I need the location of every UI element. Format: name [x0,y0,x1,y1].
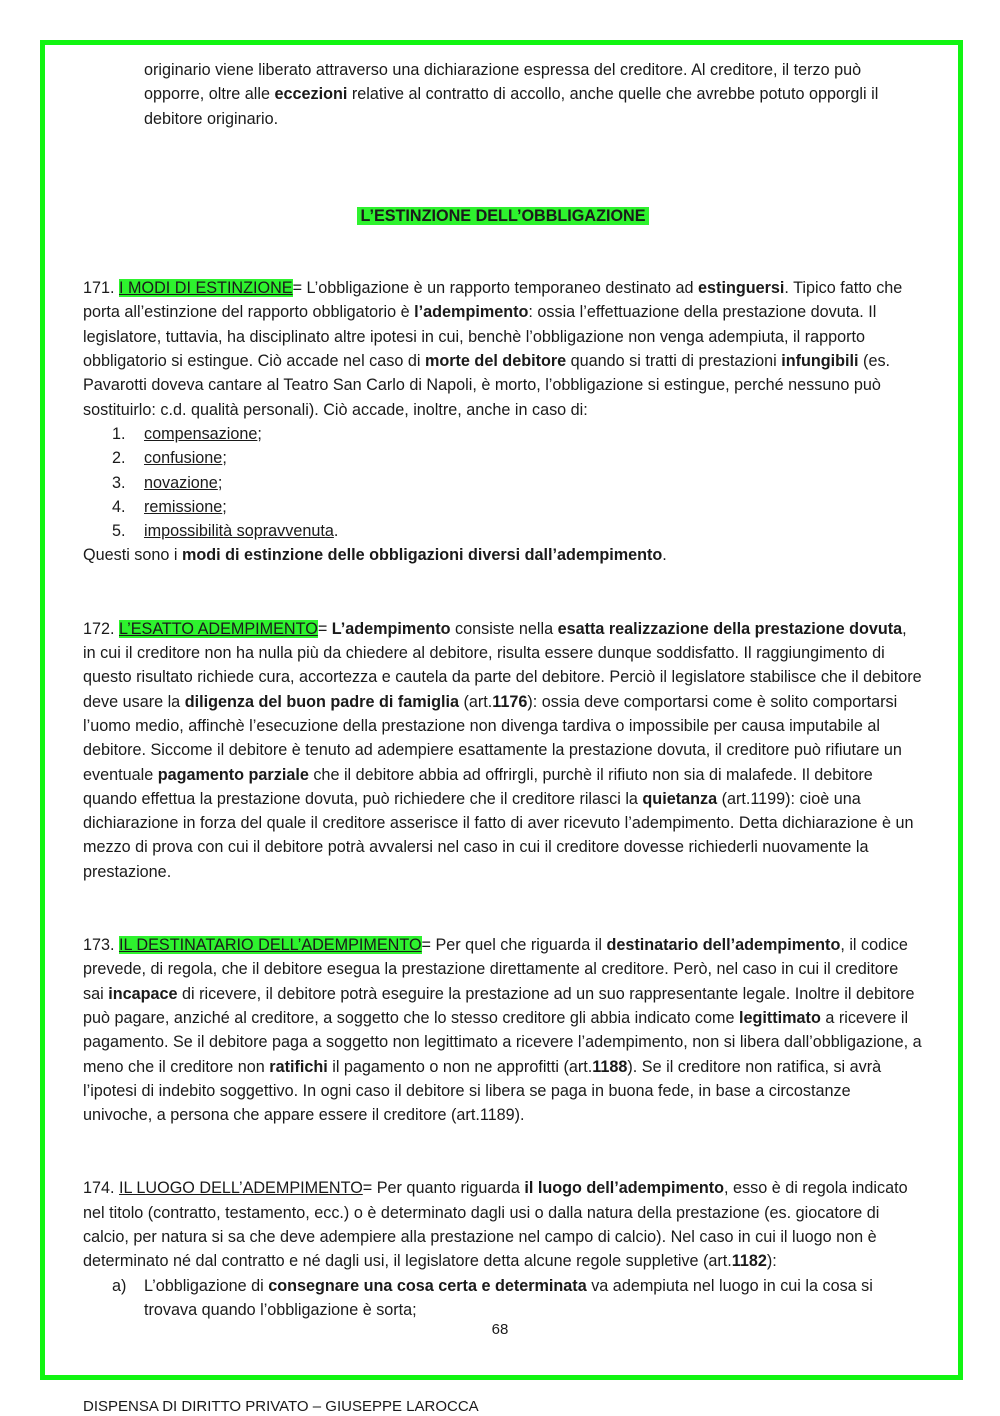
bold-term: incapace [108,984,178,1003]
paragraph-accollo [83,58,923,131]
text-run: che il debitore abbia ad offrirgli, purchè il rifiuto non sia di malafede. Il debitore quando effettua la prestazione dovuta, può richiedere che il creditore rilasci la [83,765,873,808]
text-run: (art. [459,692,493,711]
bold-term: 1176 [492,692,528,711]
bold-term: pagamento parziale [157,765,309,784]
bold-term: L’adempimento [331,619,451,638]
list-punct: . [333,522,339,541]
bold-term: l’adempimento [414,303,529,322]
paragraph-heading: IL LUOGO DELL’ADEMPIMENTO [119,1179,363,1198]
list-item [83,519,923,543]
list-item [83,1274,923,1323]
text-run: . [662,546,667,565]
paragraph-number: 172. [83,619,120,638]
list-label: impossibilità sopravvenuta [144,522,334,541]
list-label: remissione [144,497,223,516]
list-label: compensazione [144,424,258,443]
list-item [83,495,923,519]
list-punct: ; [222,497,227,516]
bold-term: il luogo dell’adempimento [524,1179,725,1198]
bold-term: morte del debitore [424,352,567,371]
text-run: quando si tratti di prestazioni [566,352,782,371]
page-number: 68 [491,1321,509,1338]
text-run: = L’obbligazione è un rapporto temporaneo destinato ad [292,279,699,298]
list-letter: a) [112,1276,127,1295]
text-run: (es. Pavarotti doveva cantare al Teatro San Carlo di Napoli, è morto, l’obbligazione si estingue, perché nessuno può sostituirlo: c.d. qualità personali). Ciò accade, inoltre, anche in caso di: [83,352,891,419]
list-number: 2. [112,449,126,468]
list-item [83,471,923,495]
text-run: = [317,619,332,638]
paragraph-172 [83,617,923,884]
bold-term: 1182 [731,1252,767,1271]
text-run: originario viene liberato attraverso una dichiarazione espressa del creditore. Al creditore, il terzo può opporre, oltre alle [144,61,862,104]
list-number: 1. [112,424,126,443]
bold-term: esatta realizzazione della prestazione dovuta [557,619,903,638]
list-number: 3. [112,473,126,492]
text-run: consiste nella [450,619,558,638]
text-run: ). Se il creditore non ratifica, si avrà l’ipotesi di indebito soggettivo. In ogni caso il debitore si libera se paga in buona fede, in base a circostanze univoche, a persona che appare essere il creditore (art.1189). [83,1057,882,1125]
bold-term: consegnare una cosa certa e determinata [268,1276,587,1295]
list-punct: ; [222,449,227,468]
bold-term: infungibili [781,352,859,371]
section-title-text: L’ESTINZIONE DELL’OBBLIGAZIONE [357,207,648,225]
bold-term: ratifichi [269,1057,328,1076]
page-footer: DISPENSA DI DIRITTO PRIVATO – GIUSEPPE LAROCCA [83,1398,479,1415]
text-run: ): ossia deve comportarsi come è solito comportarsi l’uomo medio, affinchè l’esecuzione della prestazione non divenga tardiva o impossibile per causa imputabile al debitore. Siccome il debitore è tenuto ad adempiere esattamente la prestazione dovuta, il creditore può rifiutare un eventuale [83,692,902,784]
text-run: = Per quanto riguarda [362,1179,525,1198]
list-punct: ; [257,424,262,443]
bold-term: destinatario dell’adempimento [606,936,841,955]
bold-term: 1188 [592,1057,628,1076]
paragraph-heading: L’ESATTO ADEMPIMENTO [119,619,318,638]
paragraph-heading: I MODI DI ESTINZIONE [119,279,293,298]
text-run: , esso è di regola indicato nel titolo (contratto, testamento, ecc.) o è determinato dagli usi o dalla natura della prestazione (es. giocatore di calcio, per natura si sa che deve adempiere alla prestazione nel campo di calcio). Nel caso in cui il luogo non è determinato né dal contratto e né dagli usi, il legislatore detta alcune regole suppletive (art. [83,1179,908,1271]
text-run: , il codice prevede, di regola, che il debitore esegua la prestazione direttamente al creditore. Però, nel caso in cui il creditore sai [83,936,908,1003]
text-run: = Per quel che riguarda il [421,936,607,955]
list-punct: ; [217,473,223,492]
text-run: va adempiuta nel luogo in cui la cosa si trovava quando l’obbligazione è sorta; [144,1276,873,1319]
numbered-list [83,422,923,543]
paragraph-number: 171. [83,279,120,298]
text-run: di ricevere, il debitore potrà eseguire la prestazione ad un suo rappresentante legale. Inoltre il debitore può pagare, anziché al creditore, a soggetto che lo stesso creditore gli abbia indicato come [83,984,915,1027]
list-number: 5. [112,522,126,541]
bold-term: diligenza del buon padre di famiglia [184,692,460,711]
text-run: Questi sono i [83,546,182,565]
list-label: confusione [144,449,223,468]
paragraph-171-closing [83,543,923,567]
text-run: (art.1199): cioè una dichiarazione in forza del quale il creditore asserisce il fatto di aver ricevuto l’adempimento. Detta dichiarazione è un mezzo di prova con cui il debitore potrà avvalersi nel caso in cui il creditore dovesse richiederli nuovamente la prestazione. [83,789,914,881]
list-number: 4. [112,497,126,516]
text-run: , in cui il creditore non ha nulla più da chiedere al debitore, risulta essere dunque soddisfatto. Il raggiungimento di questo risultato richiede cura, accortezza e cautela da parte del debitore. Perciò il legislatore stabilisce che il debitore deve usare la [83,619,922,711]
paragraph-171 [83,276,923,422]
paragraph-number: 173. [83,936,120,955]
section-title [83,204,923,228]
text-run: ): [766,1252,777,1271]
text-run: L’obbligazione di [144,1276,269,1295]
paragraph-number: 174. [83,1179,120,1198]
list-label: novazione [144,473,218,492]
paragraph-heading: IL DESTINATARIO DELL’ADEMPIMENTO [119,936,422,955]
list-item [83,422,923,446]
text-run: il pagamento o non ne approfitti (art. [327,1057,593,1076]
text-run: : ossia l’effettuazione della prestazione dovuta. Il legislatore, tuttavia, ha disciplinato altre ipotesi in cui, benchè l’obbligazione non venga adempiuta, il rapporto obbligatorio si estingue. Ciò accade nel caso di [83,303,877,371]
bold-term: legittimato [739,1008,821,1027]
document-body [83,58,923,1322]
bold-term: modi di estinzione delle obbligazioni diversi dall’adempimento [181,546,663,565]
text-run: relative al contratto di accollo, anche quelle che avrebbe potuto opporgli il debitore originario. [144,85,879,128]
paragraph-174 [83,1176,923,1273]
list-item [83,446,923,470]
text-run: a ricevere il pagamento. Se il debitore paga a soggetto non legittimato a ricevere l’adempimento, non si libera dall’obbligazione, a meno che il creditore non [83,1008,922,1076]
bold-term: eccezioni [274,85,348,104]
bold-term: quietanza [642,789,718,808]
paragraph-173 [83,933,923,1127]
bold-term: estinguersi [698,279,785,298]
text-run: . Tipico fatto che porta all’estinzione del rapporto obbligatorio è [83,279,903,322]
